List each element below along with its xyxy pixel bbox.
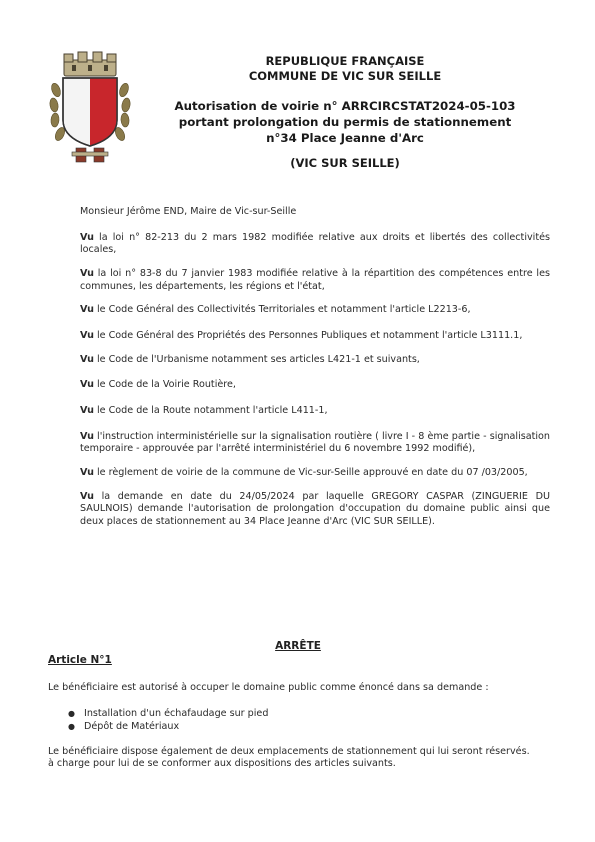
place-heading: (VIC SUR SEILLE) [290, 156, 400, 170]
article-1-para-3: à charge pour lui de se conformer aux dispositions des articles suivants. [48, 758, 396, 770]
mayor-intro: Monsieur Jérôme END, Maire de Vic-sur-Seille [80, 206, 297, 217]
bullet-icon: ● [68, 722, 75, 732]
consideration-5: Vu le Code de l'Urbanisme notamment ses articles L421-1 et suivants, [80, 353, 420, 365]
consideration-8: Vu l'instruction interministérielle sur la signalisation routière ( livre I - 8 ème partie - signalisation temporaire - approuvée par l'arrêté interministériel du 6 novembre 1992 modifié), [80, 430, 550, 455]
republic-heading: REPUBLIQUE FRANÇAISE [265, 54, 425, 68]
bullet-icon: ● [68, 708, 75, 718]
title-line-1: Autorisation de voirie n° ARRCIRCSTAT2024-05-103 [174, 99, 516, 113]
title-line-3: n°34 Place Jeanne d'Arc [266, 131, 424, 145]
title-line-2: portant prolongation du permis de stationnement [178, 115, 512, 129]
consideration-3: Vu le Code Général des Collectivités Territoriales et notamment l'article L2213-6, [80, 304, 471, 316]
coat-of-arms-icon [46, 50, 134, 168]
list-item: ● Dépôt de Matériaux [68, 721, 180, 733]
consideration-10: Vu la demande en date du 24/05/2024 par laquelle GREGORY CASPAR (ZINGUERIE DU SAULNOIS) demande l'autorisation de prolongation d'occupation du domaine public ainsi que deux places de stationnement au 34 Place Jeanne d'Arc (VIC SUR SEILLE). [80, 490, 550, 527]
article-1-heading: Article N°1 [48, 654, 112, 666]
list-item: ● Installation d'un échafaudage sur pied [68, 707, 269, 719]
document-body [80, 206, 550, 540]
consideration-6: Vu le Code de la Voirie Routière, [80, 379, 236, 391]
consideration-7: Vu le Code de la Route notamment l'article L411-1, [80, 404, 328, 416]
arrete-heading: ARRÊTE [275, 640, 321, 652]
article-1-content [48, 682, 553, 771]
article-1-para-1: Le bénéficiaire est autorisé à occuper le domaine public comme énoncé dans sa demande : [48, 682, 489, 693]
consideration-2: Vu la loi n° 83-8 du 7 janvier 1983 modifiée relative à la répartition des compétences entre les communes, les départements, les régions et l'état, [80, 267, 550, 292]
document-title [150, 98, 540, 146]
consideration-1: Vu la loi n° 82-213 du 2 mars 1982 modifiée relative aux droits et libertés des collectivités locales, [80, 231, 550, 256]
article-1-list [48, 707, 553, 734]
article-1-para-2: Le bénéficiaire dispose également de deux emplacements de stationnement qui lui seront réservés. [48, 745, 530, 757]
consideration-4: Vu le Code Général des Propriétés des Personnes Publiques et notamment l'article L3111.1, [80, 329, 523, 341]
commune-heading: COMMUNE DE VIC SUR SEILLE [248, 69, 442, 83]
consideration-9: Vu le règlement de voirie de la commune de Vic-sur-Seille approuvé en date du 07 /03/2005, [80, 466, 528, 478]
document-header [150, 54, 540, 171]
